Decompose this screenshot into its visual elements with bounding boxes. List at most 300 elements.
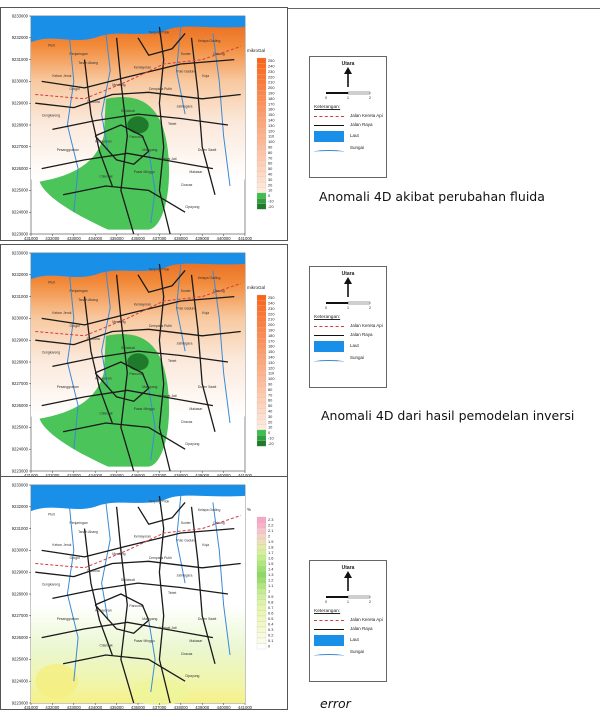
place-label: Pulo Gadung	[176, 69, 197, 74]
y-tick-label: 9233000	[11, 250, 28, 256]
y-tick-label: 9224000	[11, 209, 28, 215]
place-label: Pasar Minggu	[133, 639, 155, 643]
y-tick-label: 9224000	[11, 446, 28, 452]
y-tick-label: 9223000	[11, 231, 28, 237]
colorbar-label: 130	[268, 122, 275, 128]
colorbar-swatch	[257, 561, 266, 567]
colorbar-label: 220	[268, 311, 275, 317]
y-tick-label: 9232000	[11, 35, 28, 41]
y-tick-label: 9226000	[11, 634, 28, 640]
x-tick-label: 434000	[88, 705, 103, 710]
x-tick-label: 439000	[195, 705, 210, 710]
caption-fluid: Anomali 4D akibat perubahan fluida	[319, 189, 545, 204]
place-label: Kemayoran	[133, 534, 152, 539]
y-tick-label: 9229000	[11, 100, 28, 106]
colorbar-label: 230	[268, 305, 275, 311]
colorbar-swatch	[257, 123, 266, 128]
colorbar-swatch	[257, 523, 266, 529]
colorbar-label: 60	[268, 397, 273, 403]
colorbar-swatch	[257, 381, 266, 386]
x-tick-label: 435000	[109, 705, 124, 710]
colorbar-unit: mikroGal	[247, 48, 266, 53]
x-tick-label: 432000	[45, 236, 60, 241]
y-tick-label: 9229000	[11, 569, 28, 575]
colorbar-label: 30	[268, 413, 273, 419]
colorbar-swatch	[257, 376, 266, 381]
colorbar-label: 20	[268, 419, 273, 425]
colorbar-label: -10	[268, 435, 274, 441]
colorbar-swatch	[257, 69, 266, 74]
map-legend-inversion	[309, 266, 387, 388]
place-label: Cempaka Putih	[148, 556, 172, 561]
colorbar-label: 2.3	[268, 517, 274, 523]
place-label: Grogol	[69, 87, 80, 92]
colorbar-label: 170	[268, 338, 275, 344]
place-label: Kelapa Gading	[197, 39, 221, 44]
colorbar-swatch	[257, 517, 266, 523]
place-label: Cakung	[212, 521, 225, 526]
colorbar-swatch	[257, 627, 266, 633]
place-label: Penjaringan	[69, 52, 88, 57]
place-label: Tambora	[86, 569, 100, 574]
place-label: Ciracas	[180, 183, 193, 187]
colorbar-swatch	[257, 365, 266, 370]
x-tick-label: 441000	[238, 705, 252, 710]
colorbar-swatch	[257, 58, 266, 63]
colorbar-label: 0.9	[268, 594, 274, 600]
colorbar-swatch	[257, 311, 266, 316]
y-tick-label: 9232000	[11, 504, 28, 510]
y-tick-label: 9225000	[11, 424, 28, 430]
y-tick-label: 9228000	[11, 591, 28, 597]
north-label: Utara	[341, 271, 355, 277]
colorbar-swatch	[257, 150, 266, 155]
legend-item	[314, 626, 384, 634]
colorbar-swatch	[257, 333, 266, 338]
north-arrow-head	[344, 571, 352, 578]
legend-item	[314, 145, 384, 153]
legend-item-label: Jalan Kereta Api	[350, 113, 383, 118]
colorbar-swatch	[257, 177, 266, 182]
scalebar-segment	[326, 92, 348, 94]
place-label: Pancoran	[129, 604, 144, 609]
legend-item-label: Jalan Raya	[350, 122, 373, 127]
y-tick-label: 9223000	[11, 468, 28, 474]
place-label: Menteng	[112, 82, 126, 87]
legend-heading: Keterangan:	[314, 315, 341, 320]
colorbar-label: 10	[268, 187, 273, 193]
place-label: Koja	[202, 74, 209, 78]
colorbar-label: 120	[268, 365, 275, 371]
colorbar-label: 180	[268, 95, 275, 101]
colorbar-swatch	[257, 594, 266, 600]
place-label: Makasar	[189, 639, 203, 643]
colorbar-swatch	[257, 567, 266, 573]
scalebar-label: 1	[347, 306, 349, 310]
sea-symbol	[314, 635, 344, 646]
colorbar-swatch	[257, 611, 266, 617]
colorbar-swatch	[257, 419, 266, 424]
sea-symbol	[314, 131, 344, 142]
colorbar-swatch	[257, 74, 266, 79]
legend-item	[314, 113, 384, 121]
colorbar-label: 2.2	[268, 522, 274, 528]
colorbar-swatch	[257, 338, 266, 343]
legend-heading: Keterangan:	[314, 609, 341, 614]
place-label: Tanjung Priok	[148, 30, 170, 35]
place-label: Kramat Jati	[159, 156, 177, 161]
colorbar-label: 110	[268, 133, 275, 139]
scalebar-label: 1	[347, 96, 349, 100]
scalebar-label: 2	[369, 306, 371, 310]
place-label: Menteng	[112, 551, 126, 556]
colorbar-swatch	[257, 161, 266, 166]
colorbar-swatch	[257, 85, 266, 90]
legend-item	[314, 343, 384, 351]
place-label: Cilandak	[99, 411, 113, 416]
colorbar-swatch	[257, 134, 266, 139]
y-tick-label: 9228000	[11, 359, 28, 365]
place-label: Pulo Gadung	[176, 538, 197, 543]
place-label: Pasar Minggu	[133, 170, 155, 174]
colorbar-swatch	[257, 204, 266, 209]
colorbar-label: 0.3	[268, 627, 274, 633]
place-label: Pancoran	[129, 372, 144, 377]
place-label: Pluit	[48, 512, 55, 517]
colorbar-swatch	[257, 80, 266, 85]
y-tick-label: 9230000	[11, 315, 28, 321]
colorbar-swatch	[257, 414, 266, 419]
place-label: Grogol	[69, 324, 80, 329]
x-tick-label: 436000	[131, 236, 145, 241]
colorbar-label: 60	[268, 160, 273, 166]
colorbar-label: 1.4	[268, 566, 274, 572]
colorbar-swatch	[257, 101, 266, 106]
y-tick-label: 9230000	[11, 78, 28, 84]
colorbar-label: 180	[268, 332, 275, 338]
y-tick-label: 9233000	[11, 13, 28, 19]
colorbar-swatch	[257, 398, 266, 403]
colorbar-swatch	[257, 300, 266, 305]
place-label: Duren Sawit	[197, 617, 217, 622]
colorbar-label: 0	[268, 643, 271, 649]
legend-item-label: Laut	[350, 343, 359, 348]
colorbar-label: 0	[268, 430, 271, 436]
river-symbol	[314, 360, 344, 364]
y-tick-label: 9229000	[11, 337, 28, 343]
colorbar-swatch	[257, 638, 266, 644]
place-label: Kebon Jeruk	[52, 311, 72, 315]
colorbar-label: 190	[268, 90, 275, 96]
colorbar-swatch	[257, 387, 266, 392]
north-arrow-head	[344, 277, 352, 284]
colorbar-swatch	[257, 589, 266, 595]
y-tick-label: 9226000	[11, 402, 28, 408]
colorbar-label: 50	[268, 403, 273, 409]
place-label: Pesanggrahan	[56, 385, 79, 390]
place-label: Cempaka Putih	[148, 324, 172, 329]
x-tick-label: 433000	[66, 236, 81, 241]
place-label: Makasar	[189, 407, 203, 411]
y-tick-label: 9231000	[11, 56, 28, 62]
colorbar-swatch	[257, 534, 266, 540]
colorbar-swatch	[257, 317, 266, 322]
place-label: Kebon Jeruk	[52, 543, 72, 547]
place-label: Kebayoran	[95, 376, 112, 381]
place-label: Mampang	[142, 148, 158, 153]
place-label: Sunter	[180, 289, 191, 294]
map-svg-fluid	[1, 8, 288, 241]
colorbar-swatch	[257, 633, 266, 639]
x-tick-label: 440000	[216, 236, 231, 241]
colorbar-unit: %	[247, 507, 252, 512]
legend-item	[314, 122, 384, 130]
colorbar-label: 100	[268, 376, 275, 382]
x-tick-label: 438000	[173, 705, 188, 710]
scalebar-segment	[348, 302, 370, 304]
colorbar-swatch	[257, 306, 266, 311]
place-label: Jatinegara	[176, 104, 193, 109]
colorbar-label: 20	[268, 182, 273, 188]
place-label: Cakung	[212, 289, 225, 294]
colorbar-label: 140	[268, 354, 275, 360]
place-label: Mampang	[142, 385, 158, 390]
colorbar-label: 10	[268, 424, 273, 430]
colorbar-swatch	[257, 166, 266, 171]
place-label: Kramat Jati	[159, 393, 177, 398]
place-label: Cempaka Putih	[148, 87, 172, 92]
place-label: Duren Sawit	[197, 385, 217, 390]
colorbar-swatch	[257, 550, 266, 556]
colorbar-swatch	[257, 344, 266, 349]
place-label: Kramat Jati	[159, 625, 177, 630]
colorbar-swatch	[257, 327, 266, 332]
y-tick-label: 9230000	[11, 547, 28, 553]
colorbar-swatch	[257, 198, 266, 203]
colorbar-unit: mikroGal	[247, 285, 266, 290]
colorbar-label: -20	[268, 203, 274, 209]
map-legend-error	[309, 560, 387, 682]
colorbar-swatch	[257, 644, 266, 650]
place-label: Jatinegara	[176, 341, 193, 346]
north-label: Utara	[341, 565, 355, 571]
legend-item	[314, 355, 384, 363]
legend-item	[314, 649, 384, 657]
colorbar-swatch	[257, 171, 266, 176]
colorbar-swatch	[257, 528, 266, 534]
colorbar-swatch	[257, 349, 266, 354]
place-label: Menteng	[112, 319, 126, 324]
y-tick-label: 9232000	[11, 272, 28, 278]
place-label: Makasar	[189, 170, 203, 174]
colorbar-swatch	[257, 354, 266, 359]
colorbar-label: 210	[268, 316, 275, 322]
colorbar-swatch	[257, 63, 266, 68]
map-svg-error	[1, 477, 288, 710]
colorbar-label: 40	[268, 408, 273, 414]
place-label: Tanah Abang	[78, 61, 98, 65]
place-label: Tebet	[168, 359, 177, 363]
legend-item	[314, 637, 384, 645]
colorbar-label: 100	[268, 139, 275, 145]
colorbar-label: 2.1	[268, 528, 274, 534]
place-label: Pesanggrahan	[56, 148, 79, 153]
place-label: Cengkareng	[41, 350, 61, 355]
place-label: Setiabudi	[120, 577, 136, 582]
legend-item	[314, 617, 384, 625]
colorbar-label: 240	[268, 300, 275, 306]
colorbar-swatch	[257, 295, 266, 300]
scalebar-label: 2	[369, 96, 371, 100]
colorbar-label: -20	[268, 440, 274, 446]
colorbar-label: 0.4	[268, 621, 274, 627]
legend-item-label: Sungai	[350, 145, 365, 150]
colorbar-label: 0.6	[268, 610, 274, 616]
map-legend-fluid	[309, 56, 387, 178]
colorbar-label: 1.2	[268, 577, 274, 583]
rail-symbol	[314, 620, 344, 621]
scalebar-label: 2	[369, 600, 371, 604]
scalebar-label: 0	[325, 600, 327, 604]
north-arrow-head	[344, 67, 352, 74]
y-tick-label: 9231000	[11, 293, 28, 299]
colorbar-swatch	[257, 545, 266, 551]
colorbar-label: 1.6	[268, 555, 274, 561]
colorbar-label: 250	[268, 58, 275, 64]
legend-item-label: Jalan Kereta Api	[350, 617, 383, 622]
colorbar-label: 150	[268, 349, 275, 355]
colorbar-swatch	[257, 578, 266, 584]
place-label: Kemayoran	[133, 302, 152, 307]
colorbar-label: 150	[268, 112, 275, 118]
legend-item-label: Jalan Kereta Api	[350, 323, 383, 328]
legend-heading: Keterangan:	[314, 105, 341, 110]
x-tick-label: 433000	[66, 705, 81, 710]
colorbar-label: 220	[268, 74, 275, 80]
place-label: Kelapa Gading	[197, 508, 221, 513]
place-label: Sunter	[180, 52, 191, 57]
colorbar-label: 0.7	[268, 605, 274, 611]
scalebar-label: 0	[325, 96, 327, 100]
place-label: Kebayoran	[95, 608, 112, 613]
colorbar-swatch	[257, 425, 266, 430]
place-label: Ciracas	[180, 652, 193, 656]
river-symbol	[314, 654, 344, 658]
colorbar-label: 130	[268, 359, 275, 365]
place-label: Sunter	[180, 521, 191, 526]
place-label: Kemayoran	[133, 65, 152, 70]
legend-item	[314, 133, 384, 141]
colorbar-label: 120	[268, 128, 275, 134]
road-symbol	[314, 335, 344, 336]
y-tick-label: 9233000	[11, 482, 28, 488]
x-tick-label: 437000	[152, 705, 167, 710]
colorbar-label: 70	[268, 155, 273, 161]
place-label: Mampang	[142, 617, 158, 622]
x-tick-label: 435000	[109, 236, 124, 241]
colorbar-swatch	[257, 408, 266, 413]
place-label: Pluit	[48, 280, 55, 285]
y-tick-label: 9225000	[11, 187, 28, 193]
colorbar-label: 0.1	[268, 638, 274, 644]
colorbar-label: 50	[268, 166, 273, 172]
place-label: Pulo Gadung	[176, 306, 197, 311]
x-tick-label: 441000	[238, 236, 252, 241]
colorbar-label: 160	[268, 106, 275, 112]
place-label: Cipayung	[185, 204, 200, 209]
colorbar-label: 0.5	[268, 616, 274, 622]
colorbar-label: 40	[268, 171, 273, 177]
colorbar-label: 190	[268, 327, 275, 333]
colorbar-label: 1.5	[268, 561, 274, 567]
colorbar-label: 110	[268, 370, 275, 376]
place-label: Koja	[202, 543, 209, 547]
legend-item-label: Sungai	[350, 355, 365, 360]
colorbar-swatch	[257, 182, 266, 187]
place-label: Cilandak	[99, 174, 113, 179]
colorbar-swatch	[257, 392, 266, 397]
road-symbol	[314, 125, 344, 126]
north-label: Utara	[341, 61, 355, 67]
colorbar-label: 0.8	[268, 599, 274, 605]
place-label: Tanjung Priok	[148, 499, 170, 504]
y-tick-label: 9228000	[11, 122, 28, 128]
legend-item-label: Sungai	[350, 649, 365, 654]
legend-item-label: Laut	[350, 637, 359, 642]
place-label: Tambora	[86, 337, 100, 342]
place-label: Duren Sawit	[197, 148, 217, 153]
colorbar-swatch	[257, 117, 266, 122]
place-label: Ciracas	[180, 420, 193, 424]
legend-item-label: Laut	[350, 133, 359, 138]
place-label: Pesanggrahan	[56, 617, 79, 622]
x-tick-label: 431000	[24, 705, 38, 710]
colorbar-label: 80	[268, 149, 273, 155]
colorbar-label: 1.3	[268, 572, 274, 578]
caption-inversion: Anomali 4D dari hasil pemodelan inversi	[321, 408, 575, 423]
place-label: Cengkareng	[41, 113, 61, 118]
place-label: Tanah Abang	[78, 530, 98, 534]
dark-green-core	[127, 116, 148, 133]
colorbar-label: 160	[268, 343, 275, 349]
place-label: Pancoran	[129, 135, 144, 140]
error-high-zone	[129, 679, 189, 705]
place-label: Pluit	[48, 43, 55, 48]
sea-symbol	[314, 341, 344, 352]
colorbar-swatch	[257, 616, 266, 622]
scalebar-segment	[348, 596, 370, 598]
x-tick-label: 436000	[131, 705, 145, 710]
colorbar-label: 80	[268, 386, 273, 392]
colorbar-label: 230	[268, 68, 275, 74]
place-label: Cilandak	[99, 643, 113, 648]
colorbar-swatch	[257, 572, 266, 578]
y-tick-label: 9224000	[11, 678, 28, 684]
colorbar-label: 170	[268, 101, 275, 107]
x-tick-label: 432000	[45, 705, 60, 710]
colorbar-swatch	[257, 600, 266, 606]
colorbar-swatch	[257, 322, 266, 327]
scalebar-segment	[326, 596, 348, 598]
colorbar-swatch	[257, 556, 266, 562]
place-label: Koja	[202, 311, 209, 315]
x-tick-label: 437000	[152, 236, 167, 241]
colorbar-label: 90	[268, 144, 273, 150]
colorbar-swatch	[257, 360, 266, 365]
place-label: Setiabudi	[120, 108, 136, 113]
place-label: Cakung	[212, 52, 225, 57]
place-label: Jatinegara	[176, 573, 193, 578]
